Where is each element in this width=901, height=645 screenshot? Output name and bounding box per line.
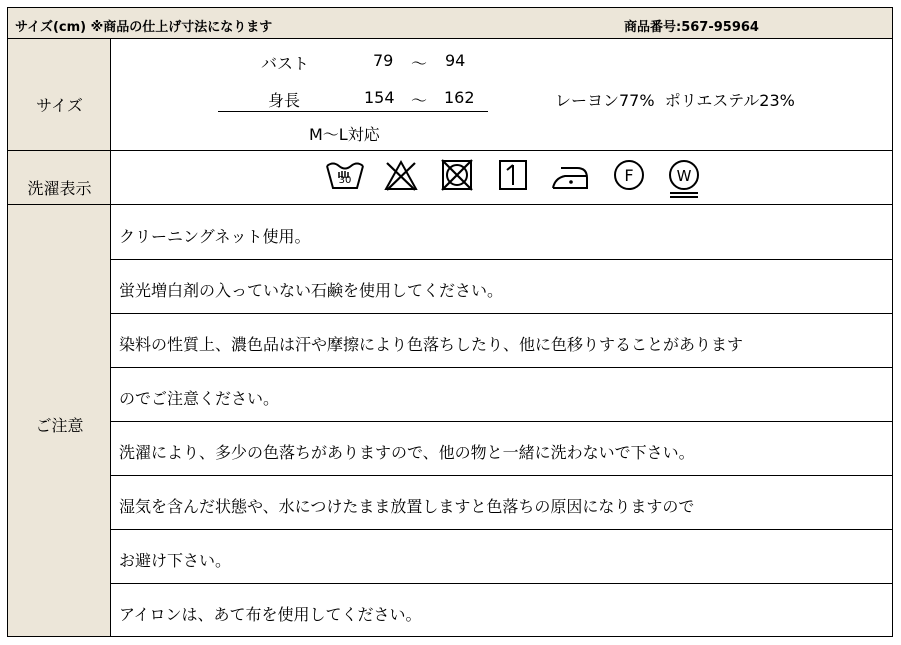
height-max: 162 bbox=[444, 88, 475, 107]
caution-item: のでご注意ください。 bbox=[119, 389, 280, 408]
svg-text:F: F bbox=[624, 166, 634, 185]
caution-label: ご注意 bbox=[35, 416, 84, 435]
row-divider bbox=[111, 583, 892, 584]
divider bbox=[8, 150, 892, 151]
bust-max: 94 bbox=[445, 51, 466, 70]
caution-item: 染料の性質上、濃色品は汗や摩擦により色落ちしたり、他に色移りすることがあります bbox=[119, 335, 744, 354]
size-unit-note: サイズ(cm) ※商品の仕上げ寸法になります bbox=[15, 20, 273, 35]
svg-text:W: W bbox=[676, 167, 692, 185]
bust-label: バスト bbox=[261, 54, 310, 73]
no-tumble-dry-icon bbox=[440, 158, 474, 192]
row-divider bbox=[111, 367, 892, 368]
no-bleach-icon bbox=[383, 158, 419, 192]
bust-min: 79 bbox=[373, 51, 394, 70]
caution-item: アイロンは、あて布を使用してください。 bbox=[119, 605, 422, 624]
wet-clean-w-icon bbox=[667, 158, 701, 200]
table-header bbox=[8, 8, 892, 39]
height-min: 154 bbox=[364, 88, 395, 107]
fit-range: M～L対応 bbox=[309, 125, 380, 144]
product-number: 商品番号:567-95964 bbox=[624, 20, 759, 35]
row-divider bbox=[111, 475, 892, 476]
dry-clean-f-icon bbox=[612, 158, 646, 194]
row-divider bbox=[111, 313, 892, 314]
material-composition: レーヨン77% ポリエステル23% bbox=[555, 91, 795, 110]
caution-item: クリーニングネット使用。 bbox=[119, 227, 311, 246]
size-care-table bbox=[7, 7, 893, 637]
caution-item: 湿気を含んだ状態や、水につけたまま放置しますと色落ちの原因になりますので bbox=[119, 497, 695, 516]
size-label: サイズ bbox=[36, 96, 83, 115]
bust-tilde: ～ bbox=[411, 54, 428, 73]
label-column bbox=[8, 39, 111, 636]
caution-item: 洗濯により、多少の色落ちがありますので、他の物と一緒に洗わないで下さい。 bbox=[119, 443, 695, 462]
svg-text:30: 30 bbox=[338, 175, 352, 186]
iron-low-icon bbox=[549, 158, 591, 192]
wash-label: 洗濯表示 bbox=[27, 179, 92, 198]
caution-item: お避け下さい。 bbox=[119, 551, 232, 570]
height-tilde: ～ bbox=[411, 91, 428, 110]
caution-item: 蛍光増白剤の入っていない石鹸を使用してください。 bbox=[119, 281, 504, 300]
row-divider bbox=[111, 529, 892, 530]
line-dry-icon bbox=[497, 158, 529, 192]
row-divider bbox=[111, 421, 892, 422]
hand-wash-30-icon bbox=[325, 158, 365, 192]
height-label: 身長 bbox=[268, 91, 301, 110]
row-divider bbox=[111, 259, 892, 260]
size-underline bbox=[218, 111, 488, 112]
